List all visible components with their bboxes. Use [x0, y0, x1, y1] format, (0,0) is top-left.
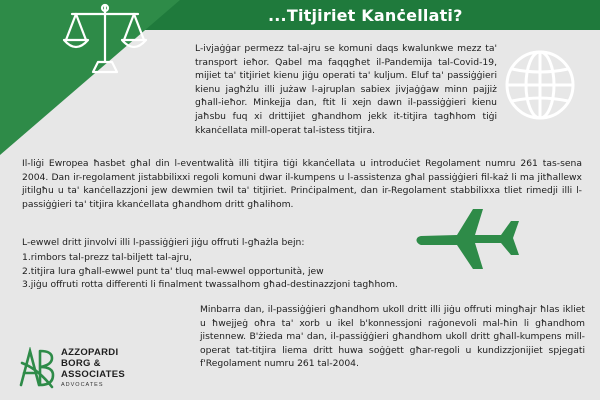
regulation-paragraph: Il-liġi Ewropea ħasbet għal din l-eventwalità illi titjira tiġi kkanċellata u introduċiet Regolament numru 261 tas-sena 2004. Dan ir-regolament jistabbilixxi regoli komuni dwar il-kumpens u l-assistenza għal passiġġieri fil-każ li ma jitħallewx jitilgħu u ta' kanċellazzjoni jew dewmien twil ta' titjiriet. Prinċipalment, dan ir-Regolament stabbilixxa tliet rimedji illi l-passiġġieri ta' titjira kkanċellata għandhom dritt għalihom. [22, 158, 582, 210]
list-item: 3.jiġu offruti rotta differenti li finalment twassalhom għad-destinazzjoni tagħhom. [22, 279, 398, 291]
compensation-paragraph: Minbarra dan, il-passiġġieri għandhom ukoll dritt illi jiġu offruti mingħajr ħlas ikliet u ħwejjeġ oħra ta' xorb u ikel b'konnessjoni raġonevoli mal-ħin li għandhom jistennew. B'żieda ma' dan, il-passiġġieri għandhom ukoll dritt għall-kumpens mill-operat tat-titjira liema dritt huwa soġġett għar-regoli u kundizzjonijiet spjegati f'Regolament numru 261 tal-2004. [200, 304, 585, 370]
list-item: 1.rimbors tal-prezz tal-biljett tal-ajru, [22, 252, 192, 263]
intro-paragraph: L-ivjaġġar permezz tal-ajru se komuni daqs kwalunkwe mezz ta' transport ieħor. Qabel ma faqqgħet il-Pandemija tal-Covid-19, mijiet ta' titjiriet kienu jiġu operati ta' kuljum. Eluf ta' passiġġieri kienu jagħżlu illi jużaw l-ajruplan sabiex jivjaġġaw minn pajjiż għall-ieħor. Minkejja dan, ftit li xejn dawn il-passiġġieri kienu jaħsbu fuq xi drittijiet għandhom jekk it-titjira tagħhom tiġi kkanċellata mill-operat tal-istess titjira. [195, 43, 497, 136]
page-title: ...Titjiriet Kanċellati? [268, 6, 463, 25]
abb-monogram-icon [18, 347, 56, 389]
logo-line-1: AZZOPARDI [61, 347, 119, 358]
scales-icon [60, 0, 150, 80]
logo-line-4: ADVOCATES [61, 382, 104, 388]
rights-intro: L-ewwel dritt jinvolvi illi l-passiġġieri jiġu offruti l-għażla bejn: [22, 237, 305, 248]
logo-line-2: BORG & [61, 358, 101, 369]
globe-icon [500, 45, 580, 125]
rights-list [22, 251, 398, 292]
logo-line-3: ASSOCIATES [61, 369, 126, 380]
airplane-icon [413, 205, 523, 275]
list-item: 2.titjira lura għall-ewwel punt ta' tluq mal-ewwel opportunità, jew [22, 265, 324, 277]
